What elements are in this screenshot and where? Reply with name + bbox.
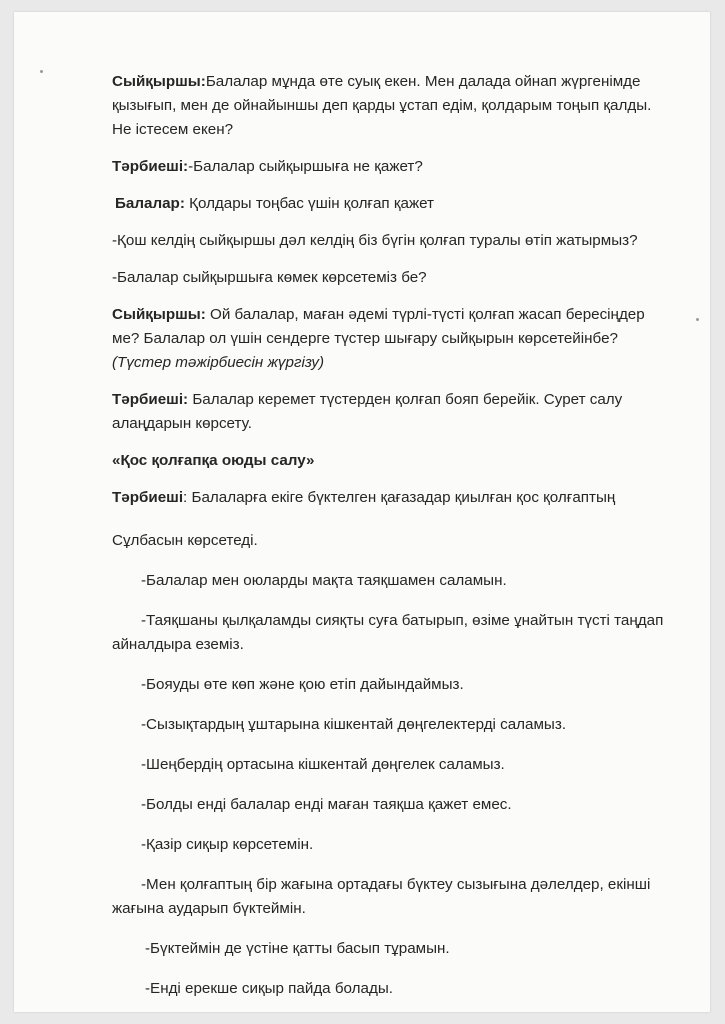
paragraph-text: Балалар керемет түстерден қолғап бояп берейік. Сурет салу алаңдарын көрсету. [112, 391, 623, 432]
paragraph-text: Сұлбасын көрсетеді. [112, 532, 258, 549]
paragraph-magician-2 [112, 303, 672, 375]
step-item: -Мен қолғаптың бір жағына ортадағы бүктеу сызығына дәлелдер, екінші жағына аударып бүктеймін. [112, 876, 651, 917]
speaker-label: Тәрбиеші: [112, 158, 189, 175]
speaker-label: Сыйқыршы: [112, 73, 206, 90]
step-item: -Шеңбердің ортасына кішкентай дөңгелек саламыз. [141, 756, 505, 773]
paragraph-teacher-1 [112, 155, 672, 179]
paragraph-text: : Балаларға екіге бүктелген қағазадар қиылған қос қолғаптың [183, 489, 616, 506]
step-item: -Балалар мен оюларды мақта таяқшамен саламын. [141, 572, 507, 589]
paragraph-text: -Қош келдің сыйқыршы дәл келдің біз бүгін қолғап туралы өтіп жатырмыз? [112, 232, 638, 249]
step-item: -Қазір сиқыр көрсетемін. [141, 836, 314, 853]
paragraph-magician-1 [112, 70, 672, 142]
paragraph-text: Балалар мұнда өте суық екен. Мен далада ойнап жүргенімде қызығып, мен де ойнайыншы деп қарды ұстап едім, қолдарым тоңып қалды. Не істесем екен? [112, 73, 652, 138]
paragraph-teacher-2 [112, 388, 672, 436]
step-item: -Болды енді балалар енді маған таяқша қажет емес. [141, 796, 512, 813]
paragraph-welcome [112, 229, 672, 253]
paragraph-text: Қолдары тоңбас үшін қолғап қажет [184, 195, 435, 212]
step-item: -Сызықтардың ұштарына кішкентай дөңгелектерді саламыз. [141, 716, 567, 733]
paragraph-help-question [112, 266, 672, 290]
speaker-label: Тәрбиеші: [112, 391, 189, 408]
section-heading: «Қос қолғапқа оюды салу» [112, 452, 315, 469]
document-page [14, 12, 710, 1012]
step-item: -Енді ерекше сиқыр пайда болады. [145, 980, 393, 997]
paragraph-text: Ой балалар, маған әдемі түрлі-түсті қолғап жасап бересіңдер ме? Балалар ол үшін сендерге түстер шығару сыйқырын көрсетейінбе? [112, 306, 645, 347]
scan-speck [696, 318, 699, 321]
scan-speck [40, 70, 43, 73]
step-item: -Бүктеймін де үстіне қатты басып тұрамын. [145, 940, 450, 957]
paragraph-outline [112, 529, 672, 553]
paragraph-text: -Балалар сыйқыршыға көмек көрсетеміз бе? [112, 269, 427, 286]
step-text: -Таяқшаны қылқаламды сияқты суға батырып, өзіме ұнайтын түсті таңдап айналдыра еземіз. [112, 612, 664, 653]
speaker-label: Тәрбиеші [112, 489, 184, 506]
step-item: -Бояуды өте көп және қою етіп дайындаймыз. [141, 676, 464, 693]
paragraph-italic-note: (Түстер тәжірбиесін жүргізу) [112, 354, 325, 371]
paragraph-children [112, 192, 672, 216]
document-body [112, 70, 672, 1014]
speaker-label: Сыйқыршы: [112, 306, 206, 323]
paragraph-teacher-3 [112, 486, 672, 510]
step-item [112, 609, 672, 657]
paragraph-text: -Балалар сыйқыршыға не қажет? [188, 158, 423, 175]
speaker-label: Балалар: [115, 195, 185, 212]
